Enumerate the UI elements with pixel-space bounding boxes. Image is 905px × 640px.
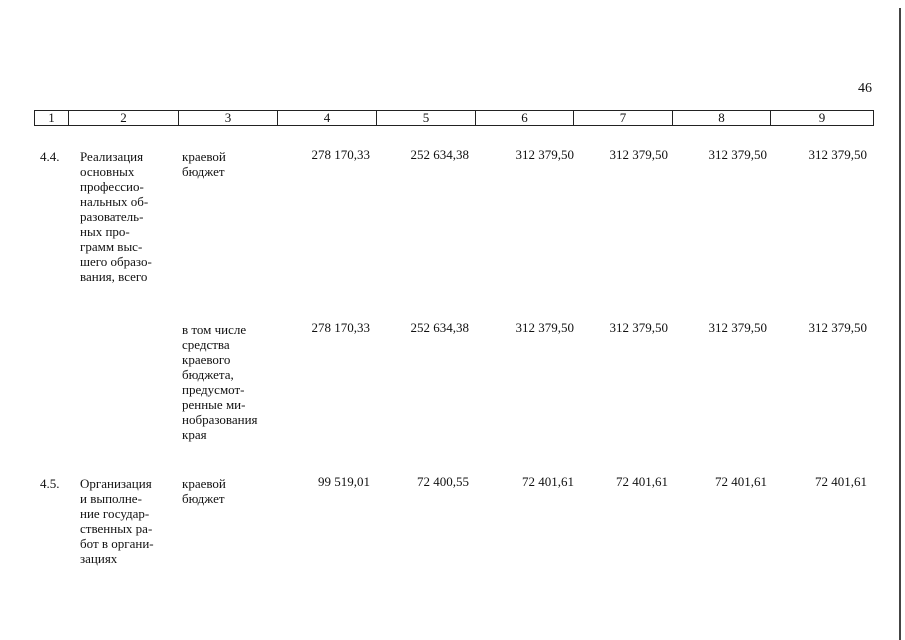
- row-index: 4.4.: [40, 149, 60, 164]
- header-col-3: 3: [179, 111, 278, 126]
- value-col-8: 312 379,50: [708, 147, 767, 162]
- header-col-8: 8: [673, 111, 771, 126]
- value-col-6: 312 379,50: [515, 147, 574, 162]
- value-col-6: 72 401,61: [522, 474, 574, 489]
- page-number: 46: [858, 81, 872, 96]
- row-name: Организация и выполне- ние государ- ственных ра- бот в органи- зациях: [80, 476, 154, 566]
- value-col-4: 99 519,01: [318, 474, 370, 489]
- header-row: [35, 111, 874, 126]
- value-col-7: 312 379,50: [609, 320, 668, 335]
- row-source: краевой бюджет: [182, 149, 226, 179]
- page-edge-line: [899, 8, 901, 640]
- row-index: 4.5.: [40, 476, 60, 491]
- value-col-8: 72 401,61: [715, 474, 767, 489]
- header-col-7: 7: [574, 111, 673, 126]
- value-col-5: 252 634,38: [410, 320, 469, 335]
- value-col-9: 312 379,50: [808, 320, 867, 335]
- value-col-6: 312 379,50: [515, 320, 574, 335]
- value-col-5: 252 634,38: [410, 147, 469, 162]
- value-col-4: 278 170,33: [311, 320, 370, 335]
- row-source: в том числе средства краевого бюджета, предусмот- ренные ми- нобразования края: [182, 322, 258, 442]
- header-col-4: 4: [278, 111, 377, 126]
- value-col-7: 72 401,61: [616, 474, 668, 489]
- value-col-9: 72 401,61: [815, 474, 867, 489]
- value-col-8: 312 379,50: [708, 320, 767, 335]
- row-name: Реализация основных профессио- нальных об- разователь- ных про- грамм выс- шего образо- вания, всего: [80, 149, 152, 284]
- value-col-5: 72 400,55: [417, 474, 469, 489]
- column-number-header: [34, 110, 874, 126]
- header-col-5: 5: [377, 111, 476, 126]
- header-col-1: 1: [35, 111, 69, 126]
- value-col-4: 278 170,33: [311, 147, 370, 162]
- value-col-7: 312 379,50: [609, 147, 668, 162]
- value-col-9: 312 379,50: [808, 147, 867, 162]
- row-source: краевой бюджет: [182, 476, 226, 506]
- header-col-2: 2: [69, 111, 179, 126]
- header-col-6: 6: [476, 111, 574, 126]
- header-col-9: 9: [771, 111, 874, 126]
